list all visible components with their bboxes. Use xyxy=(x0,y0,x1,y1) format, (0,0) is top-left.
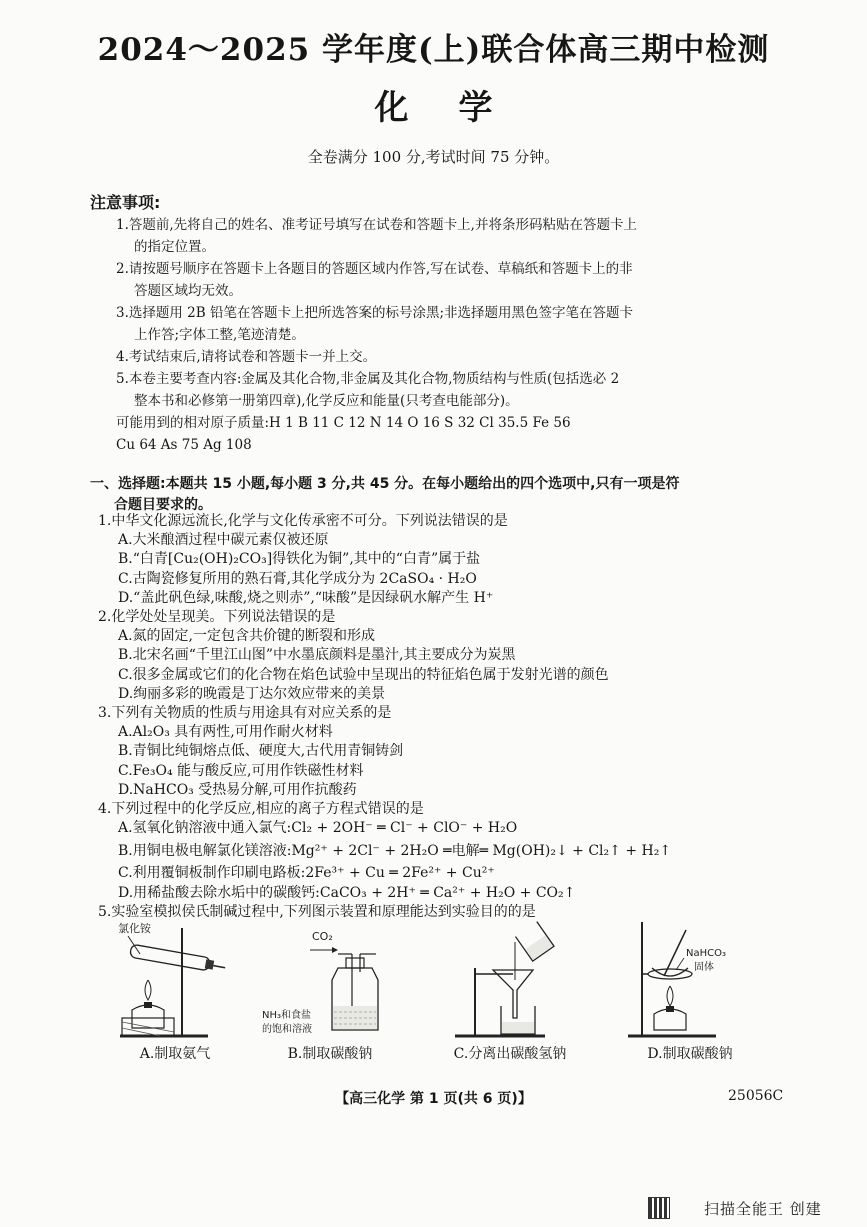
notice-item xyxy=(116,368,776,412)
question-option: C.利用覆铜板制作印刷电路板:2Fe³⁺ + Cu ═ 2Fe²⁺ + Cu²⁺ xyxy=(118,865,495,882)
scanner-logo-icon xyxy=(674,1198,696,1218)
qr-code-icon xyxy=(648,1197,670,1219)
apparatus-figures xyxy=(110,918,770,1063)
apparatus-d-caption: D.制取碳酸钠 xyxy=(647,1046,733,1062)
section-heading-continuation: 合题目要求的。 xyxy=(114,497,212,513)
notice-heading: 注意事项: xyxy=(90,193,161,212)
gas-bottle-diagram xyxy=(260,918,400,1043)
notice-list xyxy=(116,214,776,456)
apparatus-c xyxy=(435,918,585,1063)
atomic-masses-line: Cu 64 As 75 Ag 108 xyxy=(116,437,252,453)
exam-title: 2024～2025 学年度(上)联合体高三期中检测 xyxy=(97,32,770,68)
subject-title: 化学 xyxy=(374,88,543,128)
apparatus-b-label: NH₃和食盐 xyxy=(262,1010,312,1021)
filtration-diagram xyxy=(435,918,585,1043)
question-stem: 4.下列过程中的化学反应,相应的离子方程式错误的是 xyxy=(98,801,424,818)
apparatus-a xyxy=(110,918,240,1063)
section-heading xyxy=(90,474,780,516)
question-option: B.“白青[Cu₂(OH)₂CO₃]得铁化为铜”,其中的“白青”属于盐 xyxy=(118,551,481,568)
question-stem: 1.中华文化源远流长,化学与文化传承密不可分。下列说法错误的是 xyxy=(98,513,508,529)
question-option: C.Fe₃O₄ 能与酸反应,可用作铁磁性材料 xyxy=(118,762,364,779)
notice-item-text: 4.考试结束后,请将试卷和答题卡一并上交。 xyxy=(116,349,377,365)
notice-item-text: 3.选择题用 2B 铅笔在答题卡上把所选答案的标号涂黑;非选择题用黑色签字笔在答题卡 xyxy=(116,305,634,321)
apparatus-b xyxy=(260,918,400,1063)
question-option: D.“盖此矾色绿,味酸,烧之则赤”,“味酸”是因绿矾水解产生 H⁺ xyxy=(118,589,494,606)
notice-item-continuation: 整本书和必修第一册第四章),化学反应和能量(只考查电能部分)。 xyxy=(134,393,519,409)
ammonia-setup-diagram xyxy=(110,918,240,1043)
notice-item-continuation: 答题区域均无效。 xyxy=(134,283,242,299)
question-option: A.氢氧化钠溶液中通入氯气:Cl₂ + 2OH⁻ ═ Cl⁻ + ClO⁻ + H₂O xyxy=(118,820,518,837)
apparatus-b-caption: B.制取碳酸钠 xyxy=(287,1046,373,1062)
notice-item xyxy=(116,346,776,368)
scanner-text: 扫描全能王 创建 xyxy=(704,1199,822,1218)
question-option: D.绚丽多彩的晚霞是丁达尔效应带来的美景 xyxy=(118,685,386,702)
question-stem: 5.实验室模拟侯氏制碱过程中,下列图示装置和原理能达到实验目的的是 xyxy=(98,903,536,920)
apparatus-a-caption: A.制取氨气 xyxy=(139,1046,211,1062)
atomic-masses-line: 可能用到的相对原子质量:H 1 B 11 C 12 N 14 O 16 S 32 Cl 35.5 Fe 56 xyxy=(116,415,571,431)
question-option: B.用铜电极电解氯化镁溶液:Mg²⁺ + 2Cl⁻ + 2H₂O ═电解═ Mg(OH)₂↓ + Cl₂↑ + H₂↑ xyxy=(118,843,672,860)
apparatus-d-label: 固体 xyxy=(694,962,714,973)
question-option: B.北宋名画“千里江山图”中水墨底颜料是墨汁,其主要成分为炭黑 xyxy=(118,647,516,664)
notice-item-text: 1.答题前,先将自己的姓名、准考证号填写在试卷和答题卡上,并将条形码粘贴在答题卡上 xyxy=(116,217,637,233)
exam-code: 25056C xyxy=(728,1088,784,1104)
apparatus-b-label: 的饱和溶液 xyxy=(262,1024,312,1035)
heating-dish-diagram xyxy=(620,918,760,1043)
question-option: A.氮的固定,一定包含共价键的断裂和形成 xyxy=(118,628,376,645)
notice-item-text: 2.请按题号顺序在答题卡上各题目的答题区域内作答,写在试卷、草稿纸和答题卡上的非 xyxy=(116,261,633,277)
page-footer: 【高三化学 第 1 页(共 6 页)】 xyxy=(335,1091,532,1107)
notice-item-continuation: 的指定位置。 xyxy=(134,239,215,255)
apparatus-b-gas: CO₂ xyxy=(312,930,333,943)
question-stem: 2.化学处处呈现美。下列说法错误的是 xyxy=(98,609,336,626)
notice-item xyxy=(116,258,776,302)
question-option: B.青铜比纯铜熔点低、硬度大,古代用青铜铸剑 xyxy=(118,743,404,760)
apparatus-a-label: 氯化铵 xyxy=(118,922,151,935)
question-stem: 3.下列有关物质的性质与用途具有对应关系的是 xyxy=(98,705,392,722)
question-option: A.Al₂O₃ 具有两性,可用作耐火材料 xyxy=(118,724,333,741)
question-list xyxy=(98,512,798,922)
notice-item-continuation: 上作答;字体工整,笔迹清楚。 xyxy=(134,327,305,343)
section-heading-text: 一、选择题:本题共 15 小题,每小题 3 分,共 45 分。在每小题给出的四个选项中,只有一项是符 xyxy=(90,476,680,492)
score-time-line: 全卷满分 100 分,考试时间 75 分钟。 xyxy=(307,148,560,166)
scanner-watermark xyxy=(648,1196,822,1220)
question-option: D.NaHCO₃ 受热易分解,可用作抗酸药 xyxy=(118,781,357,798)
apparatus-d xyxy=(620,918,760,1063)
apparatus-c-caption: C.分离出碳酸氢钠 xyxy=(453,1046,567,1062)
question-option: C.很多金属或它们的化合物在焰色试验中呈现出的特征焰色属于发射光谱的颜色 xyxy=(118,666,609,683)
question-option: A.大米酿酒过程中碳元素仅被还原 xyxy=(118,532,329,549)
apparatus-d-label: NaHCO₃ xyxy=(686,948,726,959)
question-option: D.用稀盐酸去除水垢中的碳酸钙:CaCO₃ + 2H⁺ ═ Ca²⁺ + H₂O + CO₂↑ xyxy=(118,884,576,901)
notice-item-text: 5.本卷主要考查内容:金属及其化合物,非金属及其化合物,物质结构与性质(包括选必 2 xyxy=(116,371,620,387)
notice-item xyxy=(116,302,776,346)
question-option: C.古陶瓷修复所用的熟石膏,其化学成分为 2CaSO₄ · H₂O xyxy=(118,570,477,587)
notice-item xyxy=(116,214,776,258)
